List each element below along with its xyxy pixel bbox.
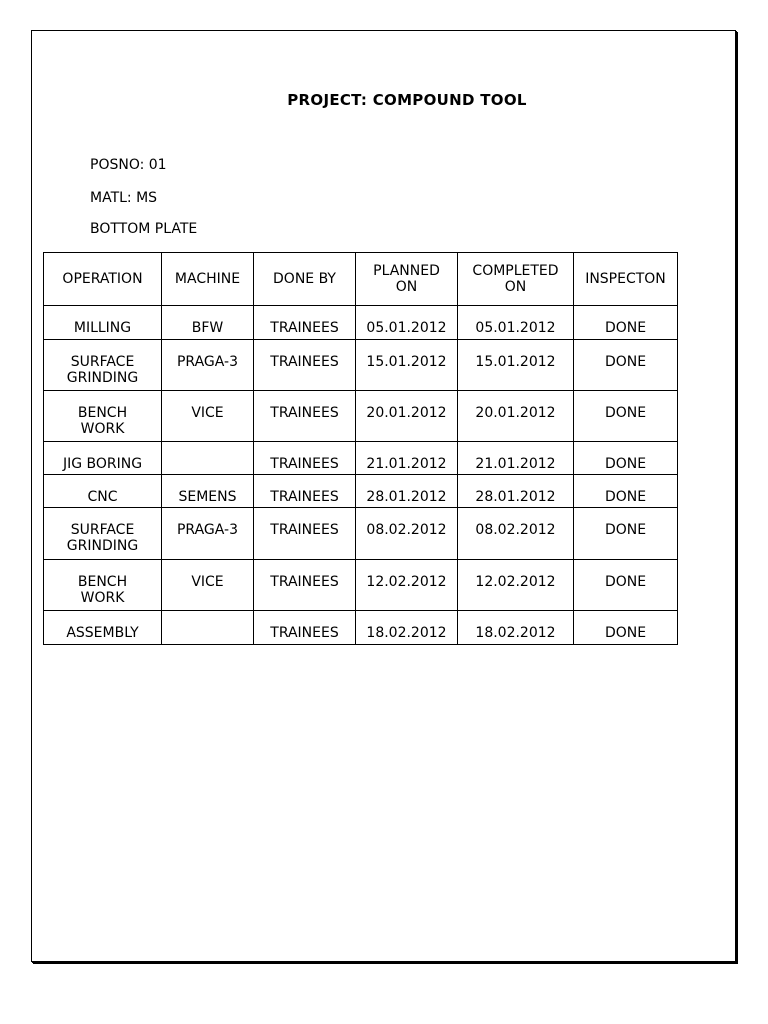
table-row bbox=[44, 340, 678, 391]
cell-inspection bbox=[574, 442, 678, 475]
cell-text: DONE bbox=[604, 625, 647, 641]
cell-text: 18.02.2012 bbox=[475, 625, 556, 641]
cell-text: DONE bbox=[604, 405, 647, 421]
operations-table bbox=[43, 252, 678, 645]
cell-done-by bbox=[254, 340, 356, 391]
cell-completed-on bbox=[458, 611, 574, 645]
cell-text: MILLING bbox=[73, 320, 132, 336]
table-row bbox=[44, 442, 678, 475]
cell-inspection bbox=[574, 475, 678, 508]
cell-text: 20.01.2012 bbox=[475, 405, 556, 421]
cell-machine bbox=[162, 475, 254, 508]
cell-text: VICE bbox=[191, 574, 224, 590]
cell-planned-on bbox=[356, 391, 458, 442]
cell-machine bbox=[162, 611, 254, 645]
cell-text: 12.02.2012 bbox=[366, 574, 447, 590]
cell-machine bbox=[162, 391, 254, 442]
cell-text: SURFACE bbox=[70, 354, 135, 370]
cell-text: ASSEMBLY bbox=[66, 625, 139, 641]
cell-planned-on bbox=[356, 508, 458, 560]
header-text: OPERATION bbox=[62, 271, 143, 287]
table-row bbox=[44, 306, 678, 340]
cell-text: 05.01.2012 bbox=[475, 320, 556, 336]
table-row bbox=[44, 475, 678, 508]
cell-text: TRAINEES bbox=[270, 405, 339, 421]
header-text: ON bbox=[504, 279, 527, 295]
part-name-label: BOTTOM PLATE bbox=[90, 221, 198, 237]
header-text: PLANNED bbox=[373, 263, 440, 279]
cell-done-by bbox=[254, 508, 356, 560]
cell-text: JIG BORING bbox=[62, 456, 143, 472]
cell-text: TRAINEES bbox=[270, 522, 339, 538]
cell-done-by bbox=[254, 611, 356, 645]
cell-completed-on bbox=[458, 340, 574, 391]
header-text: INSPECTON bbox=[585, 271, 666, 287]
cell-text: CNC bbox=[87, 489, 118, 505]
cell-completed-on bbox=[458, 442, 574, 475]
header-text: COMPLETED bbox=[472, 263, 559, 279]
cell-operation bbox=[44, 442, 162, 475]
cell-planned-on bbox=[356, 442, 458, 475]
cell-text: TRAINEES bbox=[270, 354, 339, 370]
cell-machine bbox=[162, 340, 254, 391]
cell-text: SURFACE bbox=[70, 522, 135, 538]
cell-completed-on bbox=[458, 560, 574, 611]
cell-machine bbox=[162, 442, 254, 475]
table-body bbox=[44, 306, 678, 645]
cell-text: 05.01.2012 bbox=[366, 320, 447, 336]
cell-planned-on bbox=[356, 560, 458, 611]
header-text: MACHINE bbox=[174, 271, 241, 287]
header-text: DONE BY bbox=[273, 271, 336, 287]
cell-text: DONE bbox=[604, 489, 647, 505]
cell-inspection bbox=[574, 560, 678, 611]
cell-planned-on bbox=[356, 340, 458, 391]
cell-text: TRAINEES bbox=[270, 456, 339, 472]
cell-text: BENCH bbox=[77, 574, 128, 590]
cell-done-by bbox=[254, 475, 356, 508]
cell-planned-on bbox=[356, 306, 458, 340]
cell-inspection bbox=[574, 611, 678, 645]
cell-text: 12.02.2012 bbox=[475, 574, 556, 590]
cell-done-by bbox=[254, 306, 356, 340]
cell-operation bbox=[44, 391, 162, 442]
cell-text: 21.01.2012 bbox=[366, 456, 447, 472]
cell-text: DONE bbox=[604, 354, 647, 370]
cell-text: GRINDING bbox=[66, 538, 139, 554]
cell-machine bbox=[162, 508, 254, 560]
table-row bbox=[44, 508, 678, 560]
cell-text: 28.01.2012 bbox=[475, 489, 556, 505]
cell-operation bbox=[44, 340, 162, 391]
cell-planned-on bbox=[356, 611, 458, 645]
cell-operation bbox=[44, 508, 162, 560]
posno-label: POSNO: 01 bbox=[90, 157, 167, 173]
cell-inspection bbox=[574, 508, 678, 560]
cell-text: 15.01.2012 bbox=[366, 354, 447, 370]
cell-text: BENCH bbox=[77, 405, 128, 421]
cell-machine bbox=[162, 306, 254, 340]
cell-text: 28.01.2012 bbox=[366, 489, 447, 505]
cell-text: TRAINEES bbox=[270, 489, 339, 505]
cell-text: DONE bbox=[604, 522, 647, 538]
material-label: MATL: MS bbox=[90, 190, 158, 206]
table-header-row bbox=[44, 253, 678, 306]
cell-operation bbox=[44, 306, 162, 340]
cell-text: PRAGA-3 bbox=[176, 522, 238, 538]
cell-text: DONE bbox=[604, 456, 647, 472]
cell-text: 21.01.2012 bbox=[475, 456, 556, 472]
cell-operation bbox=[44, 475, 162, 508]
header-planned-on bbox=[356, 253, 458, 306]
cell-text: TRAINEES bbox=[270, 574, 339, 590]
cell-text: WORK bbox=[80, 590, 125, 606]
cell-done-by bbox=[254, 391, 356, 442]
header-completed-on bbox=[458, 253, 574, 306]
cell-completed-on bbox=[458, 508, 574, 560]
cell-inspection bbox=[574, 340, 678, 391]
cell-machine bbox=[162, 560, 254, 611]
cell-operation bbox=[44, 560, 162, 611]
cell-inspection bbox=[574, 306, 678, 340]
cell-text: WORK bbox=[80, 421, 125, 437]
header-done-by bbox=[254, 253, 356, 306]
cell-text: 08.02.2012 bbox=[475, 522, 556, 538]
cell-text: BFW bbox=[191, 320, 224, 336]
cell-text: DONE bbox=[604, 320, 647, 336]
cell-text: SEMENS bbox=[178, 489, 237, 505]
cell-text: GRINDING bbox=[66, 370, 139, 386]
document-title bbox=[0, 91, 768, 109]
table-row bbox=[44, 560, 678, 611]
cell-text: VICE bbox=[191, 405, 224, 421]
header-inspection bbox=[574, 253, 678, 306]
cell-text: TRAINEES bbox=[270, 625, 339, 641]
cell-text: PRAGA-3 bbox=[176, 354, 238, 370]
header-operation bbox=[44, 253, 162, 306]
cell-done-by bbox=[254, 560, 356, 611]
cell-text: 15.01.2012 bbox=[475, 354, 556, 370]
table-row bbox=[44, 611, 678, 645]
cell-text: DONE bbox=[604, 574, 647, 590]
cell-operation bbox=[44, 611, 162, 645]
cell-text: 18.02.2012 bbox=[366, 625, 447, 641]
cell-text: 20.01.2012 bbox=[366, 405, 447, 421]
cell-text: TRAINEES bbox=[270, 320, 339, 336]
cell-completed-on bbox=[458, 306, 574, 340]
cell-planned-on bbox=[356, 475, 458, 508]
cell-completed-on bbox=[458, 475, 574, 508]
title-text: PROJECT: COMPOUND TOOL bbox=[287, 91, 527, 109]
cell-completed-on bbox=[458, 391, 574, 442]
table-row bbox=[44, 391, 678, 442]
cell-done-by bbox=[254, 442, 356, 475]
cell-text: 08.02.2012 bbox=[366, 522, 447, 538]
header-text: ON bbox=[395, 279, 418, 295]
header-machine bbox=[162, 253, 254, 306]
cell-inspection bbox=[574, 391, 678, 442]
